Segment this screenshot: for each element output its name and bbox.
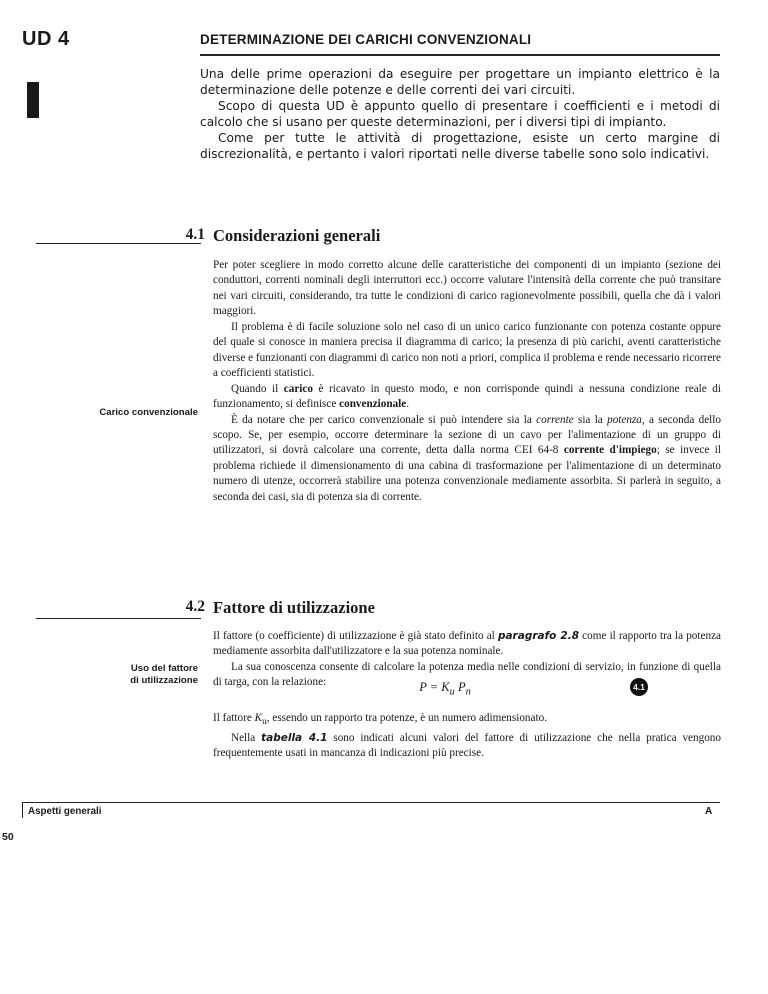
subscript: u xyxy=(262,717,267,728)
bold-term: carico xyxy=(283,382,313,395)
intro-paragraph: Una delle prime operazioni da eseguire per progettare un impianto elettrico è la determinazione delle potenze e delle correnti dei vari circuiti. xyxy=(200,67,720,97)
text-run: Quando il xyxy=(231,382,284,395)
page-number: 50 xyxy=(2,831,14,843)
unit-label: UD 4 xyxy=(22,28,70,50)
text-run: sia la xyxy=(573,413,608,426)
chapter-title: DETERMINAZIONE DEI CARICHI CONVENZIONALI xyxy=(200,32,532,47)
side-marker xyxy=(27,82,39,118)
equation-text: P xyxy=(454,680,466,694)
italic-term: K xyxy=(254,712,263,724)
section-number: 4.1 xyxy=(185,226,205,243)
italic-term: potenza xyxy=(607,413,642,426)
body-paragraph xyxy=(213,413,721,506)
intro-paragraph: Scopo di questa UD è appunto quello di presentare i coefficienti e i metodi di calcolo che si usano per queste determinazioni, per i diversi tipi di impianto. xyxy=(200,99,720,129)
bold-term: corrente d'impiego xyxy=(563,444,657,457)
equation-subscript: u xyxy=(449,686,455,698)
footer-rule xyxy=(22,802,720,803)
equation-subscript: n xyxy=(465,686,471,698)
body-paragraph xyxy=(213,711,721,731)
body-paragraph xyxy=(213,629,721,660)
cross-reference: tabella 4.1 xyxy=(261,731,328,744)
equation-text: P = K xyxy=(419,680,450,694)
section-number: 4.2 xyxy=(185,598,205,615)
equation xyxy=(360,680,530,698)
text-run: è ricavato in questo modo, e non corrisponde quindi a nessuna condizione reale di funzionamento, si definisce xyxy=(213,382,722,411)
bold-term: convenzionale xyxy=(339,398,407,411)
section-title: Fattore di utilizzazione xyxy=(213,598,375,617)
text-run: , essendo un rapporto tra potenze, è un numero adimensionato. xyxy=(266,712,547,724)
footer-tick xyxy=(22,802,23,818)
section-body xyxy=(213,711,721,762)
body-paragraph: Per poter scegliere in modo corretto alcune delle caratteristiche dei componenti di un impianto (sezione dei conduttori, correnti nominali degli interruttori ecc.) occorre valutare l'intensità della corrente che può transitare nei vari circuiti, considerando, tra tutte le condizioni di carico ragionevolmente possibili, quella che dà i valori maggiori. xyxy=(213,259,721,318)
body-paragraph xyxy=(213,382,721,413)
text-run: . xyxy=(406,398,410,411)
text-run: come il rapporto tra la potenza mediamente assorbita dall'utilizzatore e la sua potenza nominale. xyxy=(213,630,721,658)
body-paragraph xyxy=(213,731,721,762)
italic-term: corrente xyxy=(536,413,574,426)
cross-reference: paragrafo 2.8 xyxy=(497,630,580,642)
text-run: , a seconda dello scopo. Se, per esempio, occorre determinare la sezione di un cavo per l'alimentazione di un gruppo di utilizzatori, si dovrà calcolare una corrente, detta dalla norma CEI 64-8 xyxy=(213,413,721,457)
text-run: ; se invece il problema richiede il dimensionamento di una cabina di trasformazione per l'alimentazione di un determinato numero di utenze, occorrerà stabilire una potenza convenzionale mediamente assorbita. Si parlerà in seguito, a seconda dei casi, sia di potenza sia di corrente. xyxy=(213,444,721,503)
text-run: Il fattore (o coefficiente) di utilizzazione è già stato definito al xyxy=(213,630,498,642)
section-body xyxy=(213,258,721,505)
intro-paragraph: Come per tutte le attività di progettazione, esiste un certo margine di discrezionalità, e pertanto i valori riportati nelle diverse tabelle sono solo indicativi. xyxy=(200,131,720,161)
margin-note-carico-convenzionale: Carico convenzionale xyxy=(99,407,198,418)
text-run: sono indicati alcuni valori del fattore di utilizzazione che nella pratica vengono frequentemente usati in mancanza di indicazioni più precise. xyxy=(213,731,721,760)
section-rule xyxy=(36,618,201,619)
text-run: Nella xyxy=(231,731,262,744)
footer-section-label: Aspetti generali xyxy=(28,806,102,817)
header-rule xyxy=(200,54,720,56)
equation-number-badge: 4.1 xyxy=(630,678,648,696)
text-run: Il fattore xyxy=(213,712,255,724)
margin-note-uso-fattore xyxy=(28,663,198,686)
margin-note-line: Uso del fattore xyxy=(130,663,198,674)
intro-text xyxy=(200,66,720,162)
body-paragraph: Il problema è di facile soluzione solo nel caso di un unico carico funzionante con potenza costante oppure del quale si conosce in maniera precisa il diagramma di carico; la presenza di più carichi, aventi caratteristiche diverse e funzionanti con diagrammi di carico non noti a priori, complica il problema e rende necessario ricorrere a coefficienti statistici. xyxy=(213,320,721,380)
body-paragraph: La sua conoscenza consente di calcolare la potenza media nelle condizioni di servizio, in funzione di quella di targa, con la relazione: xyxy=(213,660,721,689)
footer-part-letter: A xyxy=(705,806,713,817)
margin-note-line: di utilizzazione xyxy=(130,674,198,686)
section-title: Considerazioni generali xyxy=(213,226,381,245)
text-run: È da notare che per carico convenzionale si può intendere sia la xyxy=(231,413,537,426)
